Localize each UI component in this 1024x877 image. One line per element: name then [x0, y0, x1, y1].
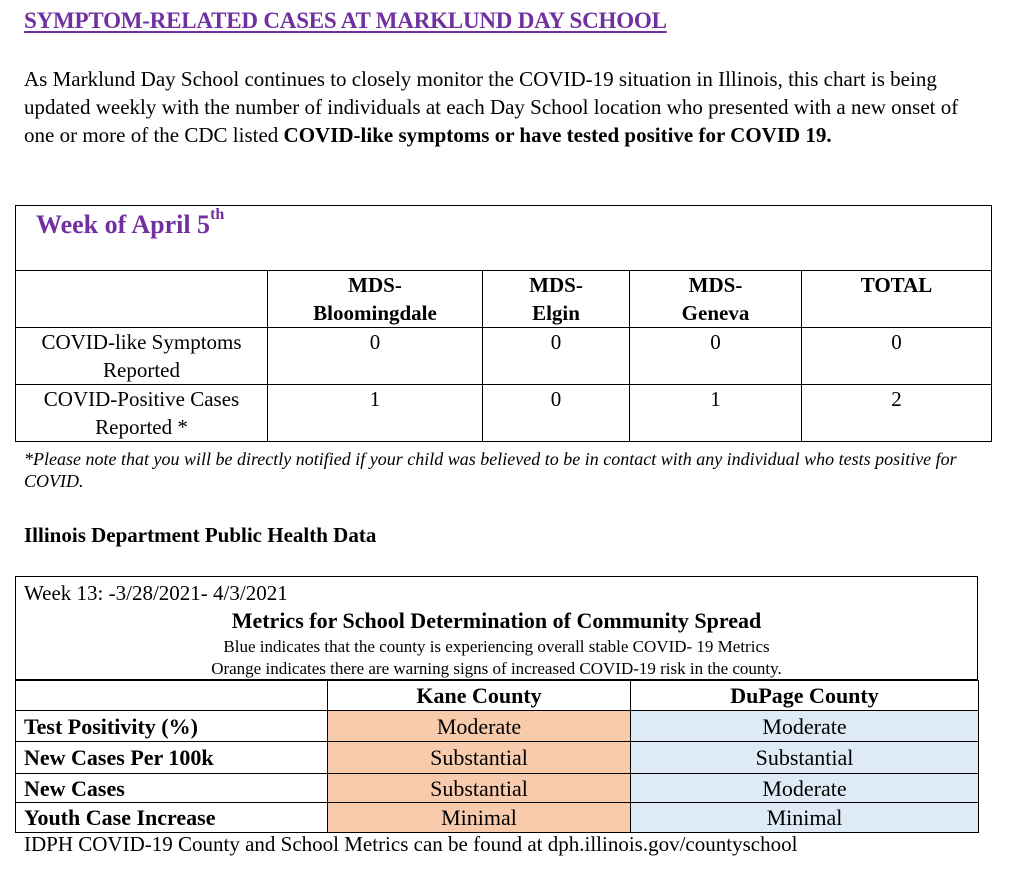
- legend-blue-text: Blue indicates that the county is experiencing overall stable COVID- 19 Metrics: [223, 637, 770, 656]
- col-header-dupage: DuPage County: [631, 681, 979, 711]
- metrics-header-box: [15, 576, 978, 680]
- cell-value: 0: [483, 385, 630, 442]
- row-label: Test Positivity (%): [16, 711, 328, 742]
- idph-heading: Illinois Department Public Health Data: [24, 523, 377, 547]
- cell-value: 0: [483, 328, 630, 385]
- kane-value: Moderate: [328, 711, 631, 742]
- row-label: COVID-Positive Cases Reported *: [16, 385, 268, 442]
- metrics-week: Week 13: -3/28/2021- 4/3/2021: [24, 581, 288, 605]
- table-row: [16, 742, 979, 774]
- table-row: [16, 385, 992, 442]
- intro-paragraph: [24, 65, 984, 149]
- page-title: SYMPTOM-RELATED CASES AT MARKLUND DAY SCHOOL: [24, 8, 667, 33]
- metrics-title: Metrics for School Determination of Community Spread: [231, 608, 762, 633]
- table-row: [16, 328, 992, 385]
- table-row: [16, 774, 979, 803]
- row-label: COVID-like Symptoms Reported: [16, 328, 268, 385]
- table-row: [16, 803, 979, 833]
- table-row: [16, 711, 979, 742]
- cell-value: 0: [268, 328, 483, 385]
- cell-value: 0: [630, 328, 802, 385]
- dupage-value: Moderate: [631, 774, 979, 803]
- col-header-elgin: MDS- Elgin: [483, 271, 630, 328]
- empty-header-cell: [16, 271, 268, 328]
- col-header-kane: Kane County: [328, 681, 631, 711]
- cell-value: 1: [630, 385, 802, 442]
- county-metrics-table: [15, 680, 979, 833]
- empty-header-cell: [16, 681, 328, 711]
- cell-value: 1: [268, 385, 483, 442]
- cell-value: 2: [802, 385, 992, 442]
- cell-value: 0: [802, 328, 992, 385]
- week-header-cell: [16, 206, 992, 271]
- kane-value: Minimal: [328, 803, 631, 833]
- row-label: New Cases: [16, 774, 328, 803]
- week-title: Week of April 5th: [36, 206, 225, 239]
- kane-value: Substantial: [328, 774, 631, 803]
- legend-orange-text: Orange indicates there are warning signs of increased COVID-19 risk in the county.: [211, 659, 782, 678]
- row-label: New Cases Per 100k: [16, 742, 328, 774]
- col-header-geneva: MDS- Geneva: [630, 271, 802, 328]
- weekly-cases-table: [15, 205, 992, 442]
- dupage-value: Substantial: [631, 742, 979, 774]
- kane-value: Substantial: [328, 742, 631, 774]
- col-header-total: TOTAL: [802, 271, 992, 328]
- contact-note: *Please note that you will be directly notified if your child was believed to be in contact with any individual who tests positive for COVID.: [24, 449, 957, 491]
- intro-bold-text: COVID-like symptoms or have tested positive for COVID 19.: [283, 123, 832, 147]
- dupage-value: Minimal: [631, 803, 979, 833]
- footer-text: IDPH COVID-19 County and School Metrics can be found at dph.illinois.gov/countyschool: [24, 832, 798, 856]
- dupage-value: Moderate: [631, 711, 979, 742]
- intro-text: As Marklund Day School continues to closely monitor the COVID-19 situation in Illinois, this chart is being updated weekly with the number of individuals at each Day School location who presented with a new onset of one or more of the CDC listed: [24, 67, 959, 147]
- row-label: Youth Case Increase: [16, 803, 328, 833]
- col-header-bloomingdale: MDS- Bloomingdale: [268, 271, 483, 328]
